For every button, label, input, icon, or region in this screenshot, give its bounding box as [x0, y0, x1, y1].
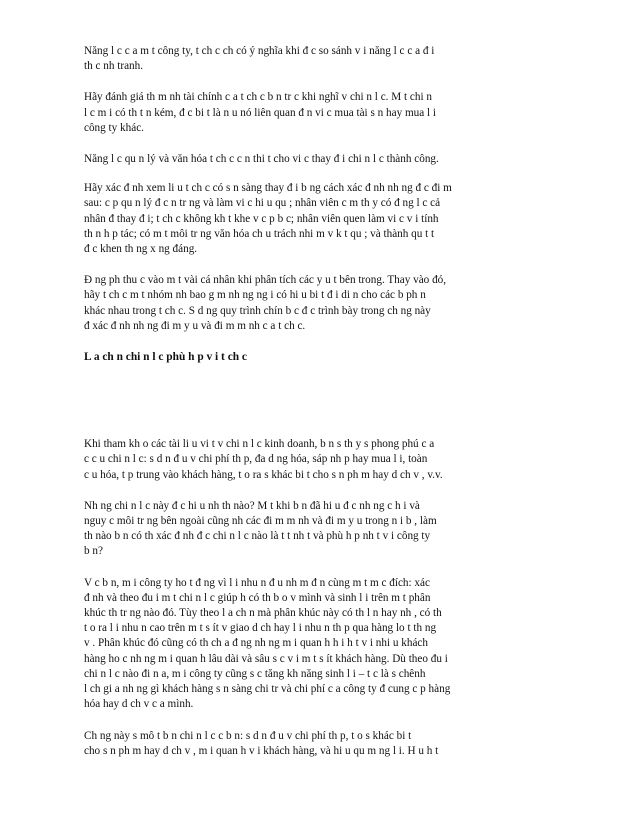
- text-line: hóa hay d ch v c a mình.: [84, 698, 194, 711]
- text-line: nhân đ thay đ i; t ch c không kh t khe v c p b c; nhân viên quen làm vi c v i tính: [84, 212, 439, 225]
- paragraph-competitor-comparison: [84, 44, 552, 74]
- paragraph-management-culture: [84, 152, 552, 167]
- section-heading: L a ch n chi n l c phù h p v i t ch c: [84, 351, 247, 364]
- text-line: chi n l c nào đi n a, m i công ty cũng s c tăng kh năng sinh l i – t c là s chênh: [84, 667, 426, 680]
- text-line: Khi tham kh o các tài li u vi t v chi n l c kinh doanh, b n s th y s phong phú c a: [84, 438, 435, 451]
- paragraph-strategy-literature: [84, 437, 552, 483]
- text-line: Hãy xác đ nh xem li u t ch c có s n sàng thay đ i b ng cách xác đ nh nh ng đ c đi m: [84, 182, 452, 195]
- paragraph-chapter-overview: [84, 729, 552, 759]
- text-line: đ xác đ nh nh ng đi m y u và đi m m nh c a t ch c.: [84, 319, 306, 332]
- text-line: sau: c p qu n lý đ c n tr ng và làm vi c hi u qu ; nhân viên c m th y có đ ng l c cả: [84, 197, 441, 210]
- paragraph-financial-strength: [84, 90, 552, 136]
- text-line: b n?: [84, 545, 103, 558]
- text-line: đ c khen th ng x ng đáng.: [84, 243, 198, 256]
- text-line: v . Phân khúc đó cũng có th ch a đ ng nh ng m i quan h h i h t v i nhi u khách: [84, 637, 428, 650]
- text-line: Hãy đánh giá th m nh tài chính c a t ch c b n tr c khi nghĩ v chi n l c. M t chi n: [84, 91, 432, 104]
- text-line: c c u chi n l c: s d n đ u v chi phí th p, đa d ng hóa, sáp nh p hay mua l i, toàn: [84, 453, 428, 466]
- text-line: th c nh tranh.: [84, 60, 144, 73]
- text-line: th n h p tác; có m t môi tr ng văn hóa ch u trách nhi m v k t qu ; và thành qu t t: [84, 227, 435, 240]
- text-line: đ nh và theo đu i m t chi n l c giúp h có th b o v mình và sinh l i trên m t phân: [84, 591, 431, 604]
- text-line: cho s n ph m hay d ch v , m i quan h v i khách hàng, và hi u qu m ng l i. H u h t: [84, 744, 439, 757]
- text-line: V c b n, m i công ty ho t đ ng vì l i nhu n đ u nh m đ n cùng m t m c đích: xác: [84, 576, 430, 589]
- text-line: Nh ng chi n l c này đ c hi u nh th nào? M t khi b n đã hi u đ c nh ng c h i và: [84, 499, 420, 512]
- text-line: khác nhau trong t ch c. S d ng quy trình chín b c đ c trình bày trong ch ng này: [84, 304, 431, 317]
- text-line: Đ ng ph thu c vào m t vài cá nhân khi phân tích các y u t bên trong. Thay vào đó,: [84, 274, 447, 287]
- paragraph-profit-goal: [84, 576, 552, 713]
- paragraph-best-strategy-question: [84, 499, 552, 560]
- text-line: khúc th tr ng nào đó. Tùy theo l a ch n mà phân khúc này có th l n hay nh , có th: [84, 607, 442, 620]
- text-line: l ch gi a nh ng gì khách hàng s n sàng chi tr và chi phí c a công ty đ cung c p hàng: [84, 683, 451, 696]
- text-line: Năng l c qu n lý và văn hóa t ch c c n thi t cho vi c thay đ i chi n l c thành công.: [84, 153, 439, 166]
- text-line: t o ra l i nhu n cao trên m t s ít v giao d ch hay l i nhu n th p qua hàng lo t th ng: [84, 622, 437, 635]
- text-line: nguy c môi tr ng bên ngoài cũng nh các đi m m nh và đi m y u trong n i b , làm: [84, 515, 437, 528]
- text-line: c u hóa, t p trung vào khách hàng, t o ra s khác bi t cho s n ph m hay d ch v , v.v.: [84, 468, 443, 481]
- text-line: l c m i có th t n kém, đ c bi t là n u nó liên quan đ n vi c mua tài s n hay mua l i: [84, 106, 437, 119]
- text-line: th nào b n có th xác đ nh đ c chi n l c nào là t t nh t và phù h p nh t v i công ty: [84, 530, 431, 543]
- paragraph-readiness-for-change: [84, 181, 552, 257]
- paragraph-analysis-team: [84, 273, 552, 334]
- text-line: hãy t ch c m t nhóm nh bao g m nh ng ng i có hi u bi t đ i di n cho các b ph n: [84, 289, 426, 302]
- text-line: Năng l c c a m t công ty, t ch c ch có ý nghĩa khi đ c so sánh v i năng l c c a đ i: [84, 45, 435, 57]
- text-line: hàng ho c nh ng m i quan h lâu dài và sâu s c v i m t s ít khách hàng. Dù theo đu i: [84, 652, 448, 665]
- text-line: công ty khác.: [84, 121, 144, 134]
- text-line: Ch ng này s mô t b n chi n l c c b n: s d n đ u v chi phí th p, t o s khác bi t: [84, 729, 412, 742]
- document-body: [84, 44, 552, 775]
